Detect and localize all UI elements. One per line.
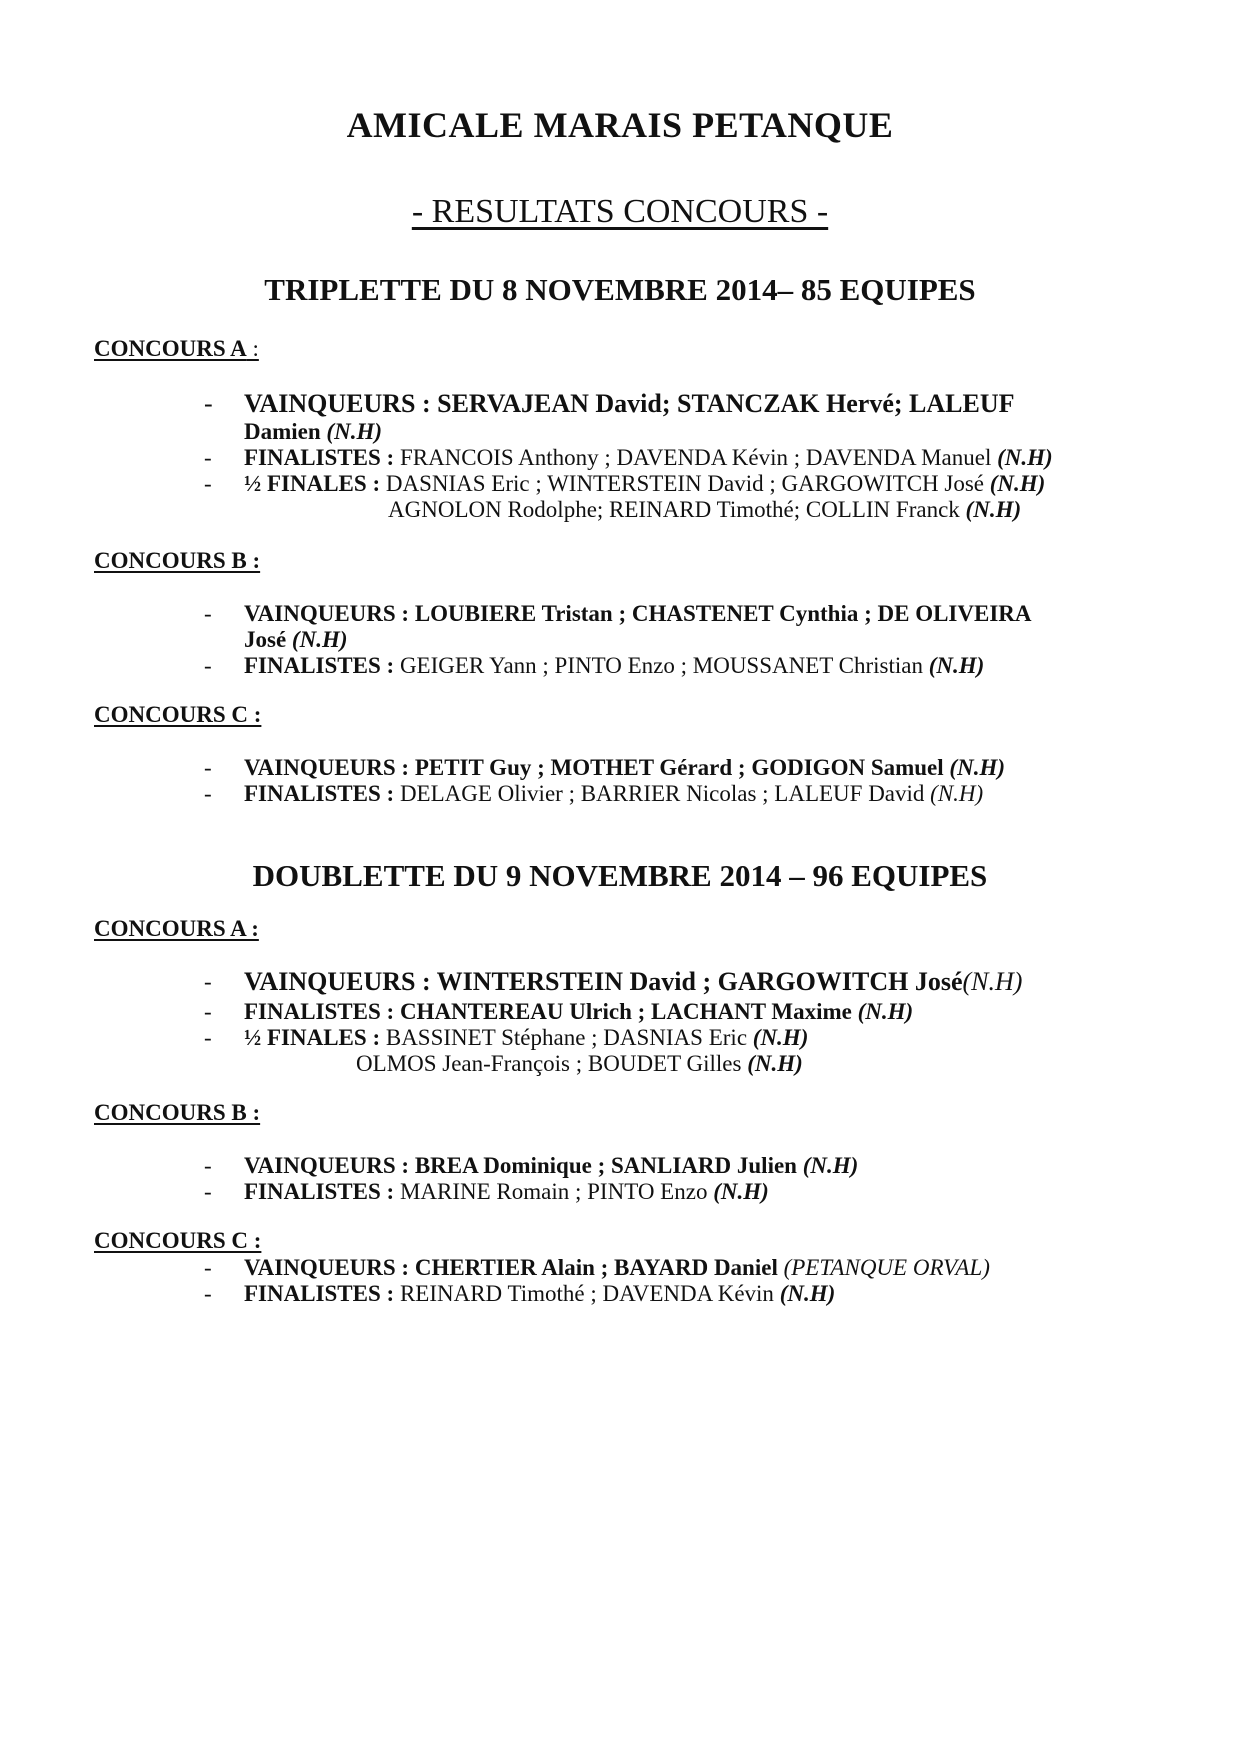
result-names: DELAGE Olivier ; BARRIER Nicolas ; LALEUF David — [399, 781, 931, 806]
club-tag: (N.H) — [965, 497, 1022, 522]
doublette-concours-b-heading: CONCOURS B : — [94, 1100, 261, 1125]
club-tag: (N.H) — [752, 1025, 809, 1050]
result-names: WINTERSTEIN David ; GARGOWITCH José — [436, 967, 963, 996]
club-tag: (N.H) — [326, 419, 382, 444]
result-names: SERVAJEAN David; STANCZAK Hervé; LALEUF — [437, 389, 1015, 418]
result-label: VAINQUEURS : — [244, 755, 415, 780]
club-tag: (N.H) — [857, 999, 914, 1024]
result-label: FINALISTES : — [244, 781, 400, 806]
result-label: VAINQUEURS : — [244, 601, 415, 626]
club-tag: (N.H) — [997, 445, 1053, 470]
result-names-cont: Damien — [244, 419, 327, 444]
bullet-dash: - — [204, 653, 212, 678]
result-names-cont: José — [244, 627, 292, 652]
doublette-title: DOUBLETTE DU 9 NOVEMBRE 2014 – 96 EQUIPES — [252, 858, 988, 893]
result-label: FINALISTES : — [244, 653, 400, 678]
club-tag: (N.H) — [802, 1153, 859, 1178]
club-tag: (N.H) — [747, 1051, 803, 1076]
result-names: AGNOLON Rodolphe; REINARD Timothé; COLLIN Franck — [388, 497, 966, 522]
result-label: FINALISTES : — [244, 1179, 400, 1204]
section-heading-colon: : — [246, 336, 259, 361]
club-tag: (N.H) — [949, 755, 1005, 780]
bullet-dash: - — [204, 969, 212, 994]
result-label: FINALISTES : — [244, 445, 400, 470]
result-label: VAINQUEURS : — [244, 1153, 415, 1178]
result-names: DASNIAS Eric ; WINTERSTEIN David ; GARGOWITCH José — [385, 471, 990, 496]
result-label: ½ FINALES : — [244, 471, 386, 496]
result-label: VAINQUEURS : — [244, 1255, 415, 1280]
result-names: OLMOS Jean-François ; BOUDET Gilles — [356, 1051, 748, 1076]
result-names: CHANTEREAU Ulrich ; LACHANT Maxime — [399, 999, 858, 1024]
bullet-dash: - — [204, 471, 212, 496]
result-names: PETIT Guy ; MOTHET Gérard ; GODIGON Samuel — [414, 755, 950, 780]
club-tag: (PETANQUE ORVAL) — [783, 1255, 990, 1280]
result-label: VAINQUEURS : — [244, 967, 437, 996]
doublette-concours-c-heading: CONCOURS C : — [94, 1228, 262, 1253]
result-names: BREA Dominique ; SANLIARD Julien — [414, 1153, 803, 1178]
section-heading-text: CONCOURS A — [94, 336, 247, 361]
club-tag: (N.H) — [930, 781, 984, 806]
bullet-dash: - — [204, 1255, 212, 1280]
triplette-concours-a-heading — [94, 336, 259, 362]
result-names: LOUBIERE Tristan ; CHASTENET Cynthia ; DE OLIVEIRA — [414, 601, 1032, 626]
bullet-dash: - — [204, 445, 212, 470]
result-names: CHERTIER Alain ; BAYARD Daniel — [414, 1255, 784, 1280]
club-tag: (N.H) — [713, 1179, 769, 1204]
triplette-title: TRIPLETTE DU 8 NOVEMBRE 2014– 85 EQUIPES — [264, 272, 976, 307]
club-tag: (N.H) — [779, 1281, 836, 1306]
page-subtitle: - RESULTATS CONCOURS - — [411, 193, 829, 230]
triplette-concours-c-heading: CONCOURS C : — [94, 702, 262, 727]
club-tag: (N.H) — [291, 627, 348, 652]
bullet-dash: - — [204, 755, 212, 780]
result-label: FINALISTES : — [244, 999, 400, 1024]
result-label: VAINQUEURS : — [244, 389, 438, 418]
doublette-concours-a-heading: CONCOURS A : — [94, 916, 259, 941]
result-names: MARINE Romain ; PINTO Enzo — [399, 1179, 714, 1204]
result-names: REINARD Timothé ; DAVENDA Kévin — [399, 1281, 780, 1306]
result-label: FINALISTES : — [244, 1281, 400, 1306]
bullet-dash: - — [204, 389, 213, 418]
club-tag: (N.H) — [962, 967, 1023, 996]
club-tag: (N.H) — [928, 653, 985, 678]
bullet-dash: - — [204, 1153, 212, 1178]
result-names: FRANCOIS Anthony ; DAVENDA Kévin ; DAVENDA Manuel — [399, 445, 998, 470]
triplette-concours-b-heading: CONCOURS B : — [94, 548, 261, 573]
club-tag: (N.H) — [989, 471, 1046, 496]
bullet-dash: - — [204, 601, 212, 626]
bullet-dash: - — [204, 999, 212, 1024]
result-names: BASSINET Stéphane ; DASNIAS Eric — [385, 1025, 753, 1050]
bullet-dash: - — [204, 1281, 212, 1306]
result-names: GEIGER Yann ; PINTO Enzo ; MOUSSANET Christian — [399, 653, 929, 678]
bullet-dash: - — [204, 1025, 212, 1050]
page-title: AMICALE MARAIS PETANQUE — [346, 105, 894, 145]
result-label: ½ FINALES : — [244, 1025, 386, 1050]
bullet-dash: - — [204, 1179, 212, 1204]
bullet-dash: - — [204, 781, 212, 806]
